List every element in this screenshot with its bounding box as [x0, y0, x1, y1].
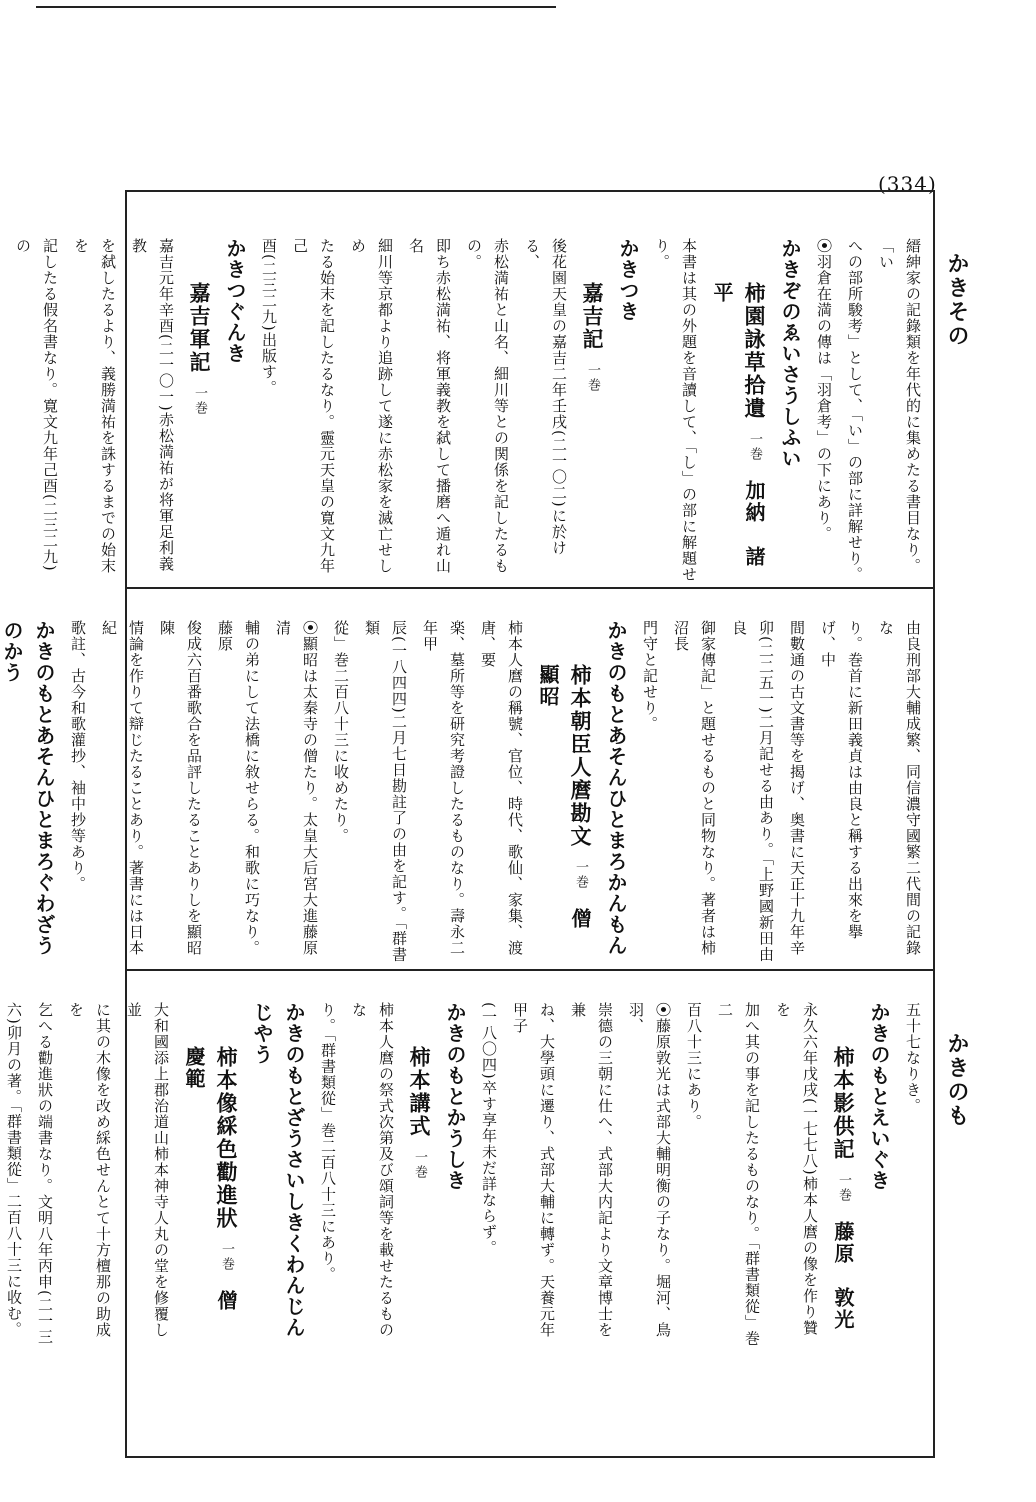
entry-text-line: 縉紳家の記錄類を年代的に集めたる書目なり。「い	[877, 238, 922, 574]
entry-title: 嘉吉記	[580, 282, 605, 351]
entry-text-line	[0, 238, 5, 583]
entry-text-line: 柿本人麿の祭式次第及び頌詞等を載せたるものな	[350, 1002, 395, 1338]
entry-text-line: たる始末を記したるなり。靈元天皇の寛文九年己	[291, 238, 336, 574]
entry-text-line: 間數通の古文書等を揭げ、奥書に天正十九年辛	[788, 620, 806, 956]
entry-title-line	[403, 1002, 435, 1347]
page-number: (334)	[878, 172, 937, 196]
entry-text-line: 崇德の三朝に仕へ、式部大内記より文章博士を兼	[569, 1002, 614, 1338]
entry-title-line	[532, 620, 596, 974]
tier-divider-upper	[127, 587, 933, 589]
entry-text-line: ね、大學頭に遷り、式部大輔に轉ず。天養元年甲子	[511, 1002, 556, 1338]
entry-text-line: 由良刑部大輔成繁、同信濃守國繁二代間の記錄な	[877, 620, 922, 956]
entry-text-line: ⦿羽倉在満の傳は「羽倉考」の下にあり。	[815, 238, 833, 543]
entry-text-line: 嘉吉元年辛酉(二一〇一)赤松満祐が将軍足利義教	[130, 238, 175, 572]
top-rule	[36, 6, 556, 8]
entry-title-line	[706, 238, 770, 583]
entry-author: 僧 慶範	[182, 1046, 238, 1356]
entry-text-line: 乞へる勸進狀の端書なり。文明八年丙申(二一三	[36, 1002, 54, 1345]
entry-text-line: 細川等京都より追跡して遂に赤松家を滅亡せしめ	[349, 238, 394, 574]
entry-text-line: 六)卯月の著。「群書類從」二百八十三に收む。	[5, 1002, 23, 1338]
entry-text-line: ⦿顯昭は太秦寺の僧たり。太皇大后宮大進藤原清	[274, 620, 319, 957]
entry-text-line: への部所駿考」として、「い」の部に詳解せり。	[846, 238, 864, 583]
entry-title: 嘉吉軍記	[187, 282, 212, 374]
entry-volume: 一巻	[836, 1173, 851, 1203]
entry-text-line: 永久六年戊戌(一七七八)柿本人麿の像を作り贊を	[774, 1002, 819, 1336]
entry-volume: 一巻	[573, 860, 588, 890]
entry-text-line: 赤松満祐と山名、細川等との関係を記したるもの。	[465, 238, 510, 574]
entry-headword: かきのもとざうさいしきくわんじんじやう	[250, 1002, 306, 1338]
entry-text-line: 即ち赤松満祐、将軍義教を弑して播磨へ遁れ山名	[407, 238, 452, 574]
entry-text-line: 大和國添上郡治道山柿本神寺人丸の堂を修覆し並	[125, 1002, 170, 1338]
entry-headword: かきつぐんき	[223, 238, 247, 364]
entry-text-line: 情論を作りて辯じたることあり。著書には日本紀	[100, 620, 145, 956]
entry-headword: かきのもとえいぐき	[867, 1002, 891, 1191]
tier-divider-lower	[127, 969, 933, 971]
tier-top	[14, 238, 926, 583]
entry-text-line: 百八十三にあり。	[685, 1002, 703, 1130]
entry-title: 柿本像綵色勸進狀	[214, 1046, 239, 1230]
entry-text-line: 柿本人麿の稱號、官位、時代、歌仙、家集、渡唐、要	[479, 620, 524, 956]
entry-volume: 一巻	[412, 1150, 427, 1180]
entry-text-line: 酉(二三二九)出版す。	[260, 238, 278, 396]
entry-title: 柿本影供記	[831, 1046, 856, 1161]
entry-headword: かきのもとあそんひとまろかんもん	[604, 620, 628, 956]
entry-text-line: 辰(一八四四)二月七日勘註了の由を記す。「群書類	[363, 620, 408, 963]
entry-text-line: 五十七なりき。	[904, 1002, 922, 1114]
entry-author: 藤原 敦光	[831, 1221, 855, 1331]
entry-text-line: に其の木像を改め綵色せんとて十方檀那の助成を	[67, 1002, 112, 1338]
entry-title-line	[576, 238, 608, 583]
entry-text-line: 記したる假名書なり。寛文九年己酉(二三二九)の	[14, 238, 59, 572]
entry-author: 加納 諸平	[710, 282, 766, 568]
entry-text-line: 門守と記せり。	[641, 620, 659, 732]
entry-text-line: 卯(二二五一)二月記せる由あり。「上野國新田由良	[730, 620, 775, 963]
entry-text-line: ⦿藤原敦光は式部大輔明衡の子なり。堀河、鳥羽、	[627, 1002, 672, 1339]
entry-title: 柿本講式	[407, 1046, 432, 1138]
tier-middle	[0, 620, 926, 974]
entry-headword: かきつき	[616, 238, 640, 322]
entry-text-line: り。「群書類從」巻二百八十三にあり。	[319, 1002, 337, 1283]
entry-author: 僧 顯昭	[536, 664, 592, 974]
header-top: かきその	[944, 252, 970, 348]
entry-text-line: 歌註、古今和歌灌抄、袖中抄等あり。	[69, 620, 87, 892]
entry-text-line: (一八〇四)卒す享年未だ詳ならず。	[480, 1002, 498, 1256]
entry-text-line: 從」巻二百八十三に收めたり。	[332, 620, 350, 844]
tier-bottom	[5, 1002, 926, 1356]
entry-text-line: 俊成六百番歌合を品評したることありしを顯昭陳	[158, 620, 203, 956]
entry-text-line: 輔の弟にして法橋に敘せらる。和歌に巧なり。藤原	[216, 620, 261, 956]
entry-volume: 一巻	[585, 363, 600, 393]
entry-volume: 一巻	[219, 1242, 234, 1272]
entry-text-line: 楽、墓所等を研究考證したるものなり。壽永二年甲	[421, 620, 466, 956]
entry-volume: 一巻	[747, 432, 762, 462]
entry-headword: かきぞのゑいさうしふい	[778, 238, 802, 469]
entry-headword: かきのもとあそんひとまろぐわざうのかう	[0, 620, 56, 956]
entry-title-line	[183, 238, 215, 583]
entry-title-line	[178, 1002, 242, 1356]
entry-title: 柿園詠草拾遺	[742, 282, 767, 420]
entry-volume: 一巻	[192, 386, 207, 416]
entry-title-line	[827, 1002, 859, 1347]
entry-title: 柿本朝臣人麿勘文	[568, 664, 593, 848]
entry-text-line: 後花園天皇の嘉吉二年壬戌(二一〇二)に於ける、	[523, 238, 568, 556]
entry-headword: かきのもとかうしき	[443, 1002, 467, 1191]
entry-text-line: り。巻首に新田義貞は由良と稱する出來を擧げ、中	[819, 620, 864, 940]
entry-text-line: 本書は其の外題を音讀して、「し」の部に解題せり。	[653, 238, 698, 583]
header-bottom: かきのも	[944, 1032, 970, 1128]
entry-text-line: 加へ其の事を記したるものなり。「群書類從」巻二	[716, 1002, 761, 1347]
entry-text-line: を弑したるより、義勝満祐を誅するまでの始末を	[72, 238, 117, 574]
entry-text-line: 御家傳記」と題せるものと同物なり。著者は柿沼長	[672, 620, 717, 956]
